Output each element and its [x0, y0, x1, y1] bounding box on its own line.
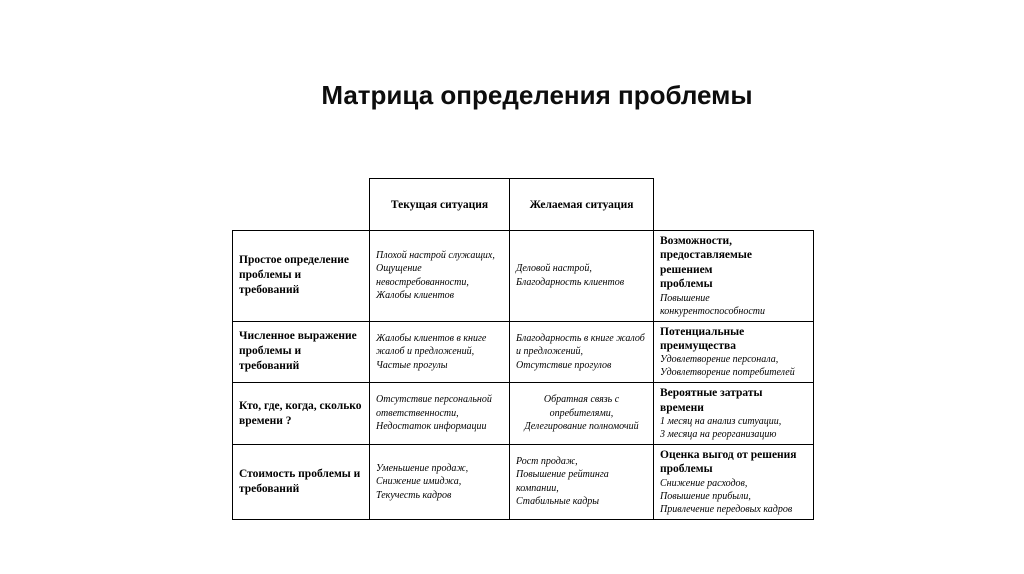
table-row [233, 445, 814, 520]
outcome-title: Потенциальные преимущества [660, 325, 745, 352]
slide-title: Матрица определения проблемы [321, 80, 753, 110]
outcome-notes: Удовлетворение персонала, Удовлетворение потребителей [660, 354, 795, 379]
desired-situation-cell: Благодарность в книге жалоб и предложений, Отсутствие прогулов [510, 321, 654, 383]
outcome-cell [654, 383, 814, 445]
row-label-cell: Кто, где, когда, сколько времени ? [233, 383, 370, 445]
desired-situation-cell: Обратная связь с опребителями, Делегирование полномочий [510, 383, 654, 445]
row-label-cell: Численное выражение проблемы и требований [233, 321, 370, 383]
outcome-cell [654, 231, 814, 322]
table-row [233, 383, 814, 445]
column-header-current-situation: Текущая ситуация [370, 179, 510, 230]
column-header-desired-situation: Желаемая ситуация [529, 198, 634, 211]
outcome-notes: 1 месяц на анализ ситуации, 3 месяца на реорганизацию [660, 416, 782, 440]
desired-situation-cell: Деловой настрой, Благодарность клиентов [510, 231, 654, 322]
current-situation-cell: Плохой настрой служащих, Ощущение невостребованности, Жалобы клиентов [370, 231, 510, 322]
outcome-title: Возможности, предоставляемые решением проблемы [660, 235, 752, 291]
outcome-notes: Снижение расходов, Повышение прибыли, Привлечение передовых кадров [660, 477, 793, 515]
current-situation-cell: Жалобы клиентов в книге жалоб и предложений, Частые прогулы [370, 321, 510, 383]
outcome-cell [654, 321, 814, 383]
table-row [233, 321, 814, 383]
outcome-title: Оценка выгод от решения проблемы [660, 449, 797, 476]
outcome-title: Вероятные затраты времени [660, 387, 763, 414]
current-situation-cell: Отсутствие персональной ответственности, Недостаток информации [370, 383, 510, 445]
matrix-table [232, 230, 814, 520]
row-label-cell: Стоимость проблемы и требований [233, 445, 370, 520]
desired-situation-cell: Рост продаж, Повышение рейтинга компании, Стабильные кадры [510, 445, 654, 520]
table-column-headers [369, 178, 654, 231]
row-label-cell: Простое определение проблемы и требований [233, 231, 370, 322]
outcome-notes: Повышение конкурентоспособности [660, 292, 766, 317]
outcome-cell [654, 445, 814, 520]
current-situation-cell: Уменьшение продаж, Снижение имиджа, Текучесть кадров [370, 445, 510, 520]
table-row [233, 231, 814, 322]
